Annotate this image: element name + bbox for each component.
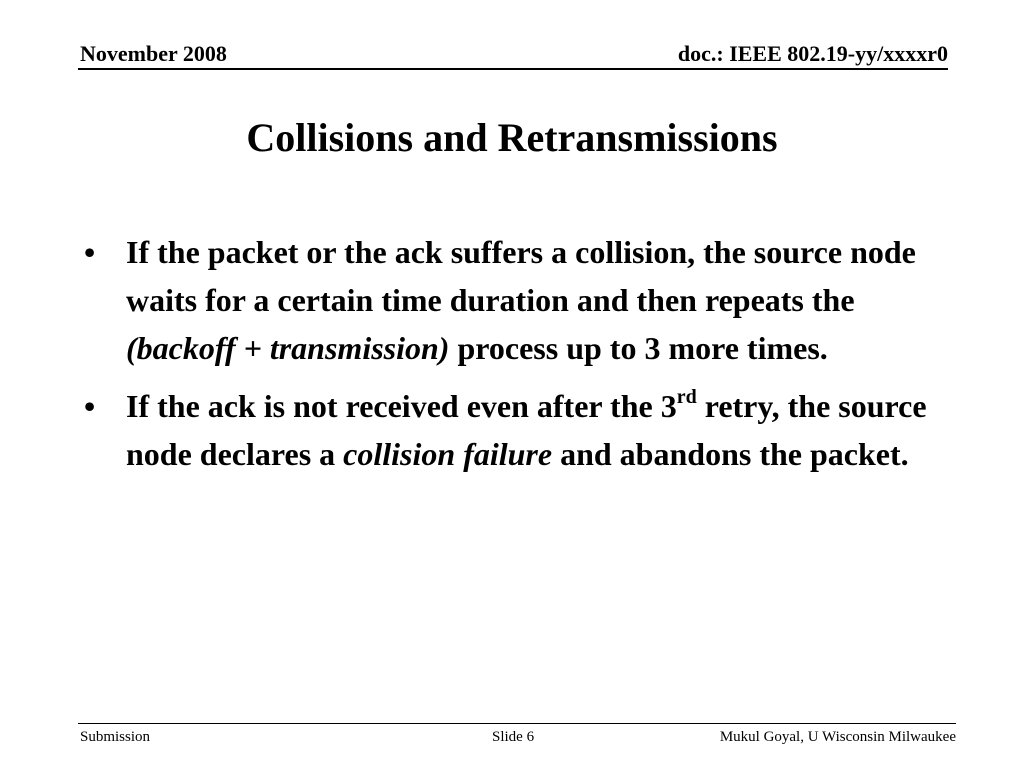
footer-submission: Submission	[80, 729, 151, 745]
bullet-marker: •	[84, 388, 96, 424]
bullet-1-text-b: process up to 3 more times.	[449, 330, 828, 366]
header-doc-id: doc.: IEEE 802.19-yy/xxxxr0	[677, 41, 948, 66]
bullet-1-text-a: If the packet or the ack suffers a collision, the source node waits for a certain time duration and then repeats the	[126, 234, 916, 318]
bullet-2-text-a: If the ack is not received even after the 3	[126, 388, 677, 424]
header-date: November 2008	[80, 41, 227, 66]
bullet-2-text-c: and abandons the packet.	[552, 436, 909, 472]
bullet-2-superscript: rd	[676, 386, 697, 408]
header-divider	[78, 68, 948, 70]
bullet-list	[80, 228, 940, 488]
bullet-item-2	[80, 382, 940, 478]
bullet-2-text-b: retry, the source node declares a	[126, 388, 927, 472]
bullet-marker: •	[84, 234, 96, 270]
bullet-2-italic: collision failure	[343, 436, 553, 472]
slide-title: Collisions and Retransmissions	[246, 115, 778, 160]
footer-divider	[78, 723, 956, 724]
bullet-1-italic: (backoff + transmission)	[126, 330, 450, 366]
footer-author: Mukul Goyal, U Wisconsin Milwaukee	[719, 729, 956, 745]
footer-slide-number: Slide 6	[492, 729, 535, 745]
bullet-item-1	[80, 228, 940, 372]
